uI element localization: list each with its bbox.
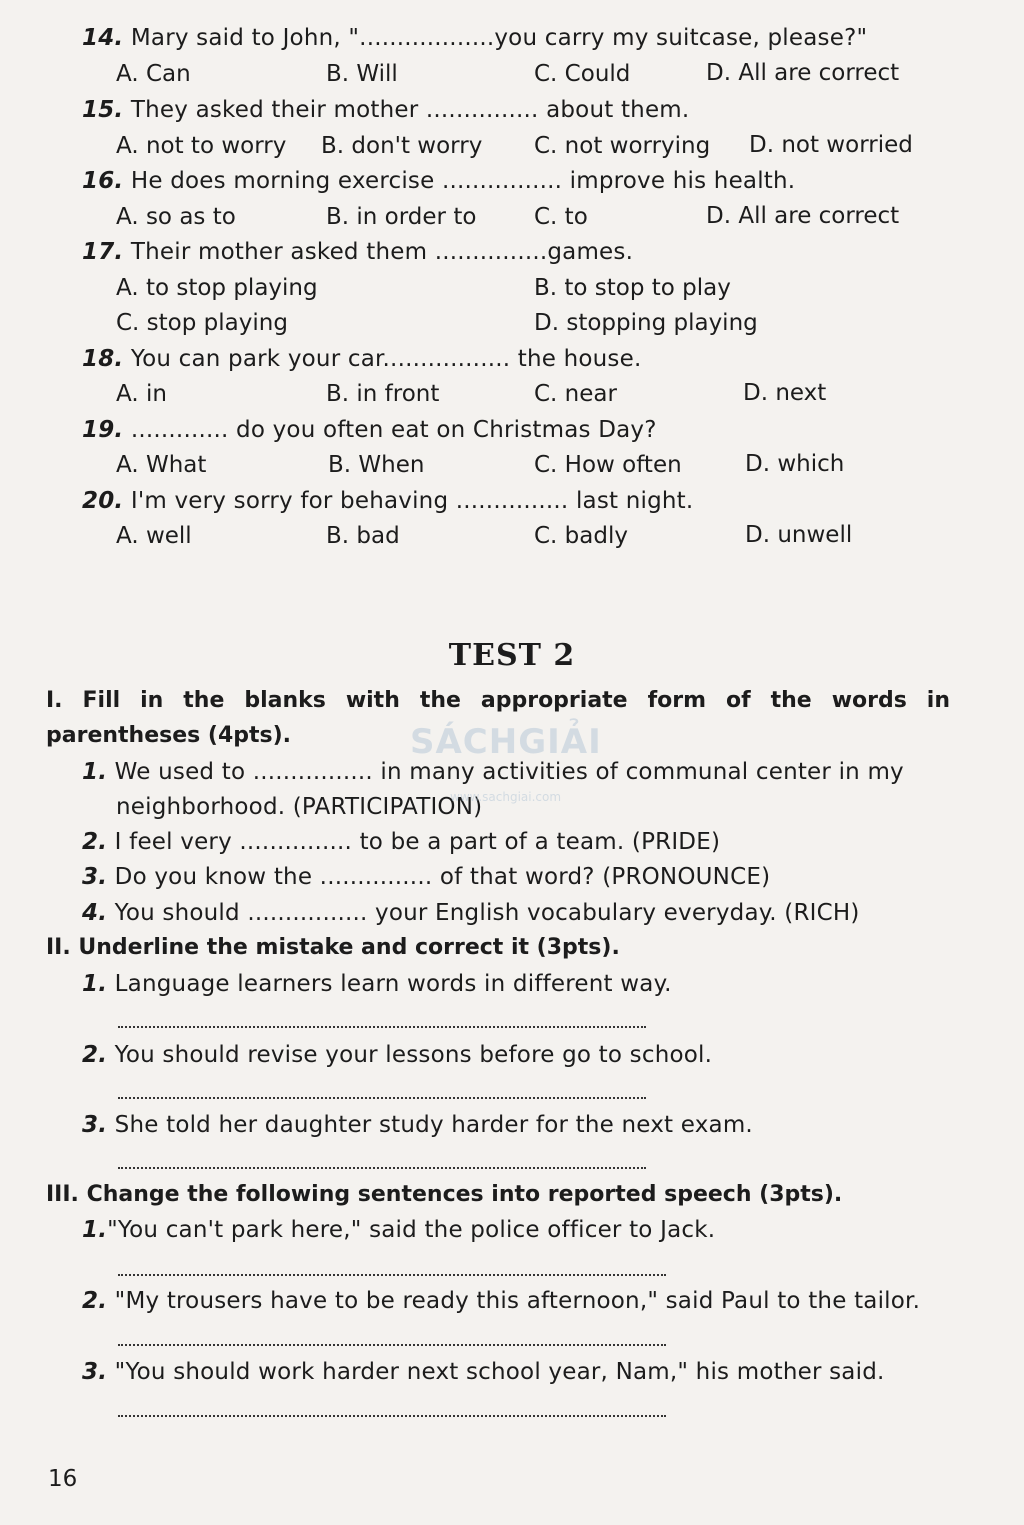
q19-option-b: B. When <box>328 452 425 478</box>
question-16: 16. He does morning exercise ................ improve his health. <box>82 168 796 194</box>
section-1-item-4: 4. You should ................ your English vocabulary everyday. (RICH) <box>82 900 860 926</box>
question-14: 14. Mary said to John, "..................you carry my suitcase, please?" <box>82 25 868 51</box>
answer-line <box>118 1272 666 1276</box>
q20-option-a: A. well <box>116 523 192 549</box>
q17-option-d: D. stopping playing <box>534 310 758 336</box>
q15-option-b: B. don't worry <box>321 133 483 159</box>
question-18: 18. You can park your car................. the house. <box>82 346 642 372</box>
test-title: TEST 2 <box>448 638 576 673</box>
q14-option-a: A. Can <box>116 61 191 87</box>
q18-option-a: A. in <box>116 381 167 407</box>
q16-option-d: D. All are correct <box>706 203 900 229</box>
q17-option-b: B. to stop to play <box>534 275 731 301</box>
q14-option-d: D. All are correct <box>706 60 900 86</box>
section-1-item-1-line2: neighborhood. (PARTICIPATION) <box>116 794 483 820</box>
section-2-item-1: 1. Language learners learn words in different way. <box>82 971 672 997</box>
answer-line <box>118 1413 666 1417</box>
section-3-item-1: 1."You can't park here," said the police officer to Jack. <box>82 1217 716 1243</box>
question-20: 20. I'm very sorry for behaving ............... last night. <box>82 488 694 514</box>
q17-option-a: A. to stop playing <box>116 275 318 301</box>
q14-option-b: B. Will <box>326 61 398 87</box>
answer-line <box>118 1095 646 1099</box>
q20-option-b: B. bad <box>326 523 400 549</box>
question-17: 17. Their mother asked them ...............games. <box>82 239 634 265</box>
q15-option-d: D. not worried <box>749 132 913 158</box>
q15-option-c: C. not worrying <box>534 133 711 159</box>
q19-option-c: C. How often <box>534 452 682 478</box>
q20-option-c: C. badly <box>534 523 628 549</box>
q18-option-b: B. in front <box>326 381 440 407</box>
section-1-item-3: 3. Do you know the ............... of that word? (PRONOUNCE) <box>82 864 771 890</box>
q16-option-c: C. to <box>534 204 588 230</box>
section-2-heading: II. Underline the mistake and correct it (3pts). <box>46 935 620 960</box>
q14-option-c: C. Could <box>534 61 631 87</box>
q19-option-d: D. which <box>745 451 845 477</box>
section-2-item-3: 3. She told her daughter study harder for the next exam. <box>82 1112 753 1138</box>
section-3-heading: III. Change the following sentences into reported speech (3pts). <box>46 1182 843 1207</box>
q19-option-a: A. What <box>116 452 207 478</box>
answer-line <box>118 1024 646 1028</box>
section-1-heading-line2: parentheses (4pts). <box>46 723 292 748</box>
answer-line <box>118 1342 666 1346</box>
watermark-logo: SÁCHGIẢI www.sachgiai.com <box>410 722 602 804</box>
q15-option-a: A. not to worry <box>116 133 287 159</box>
q16-option-a: A. so as to <box>116 204 236 230</box>
page-number: 16 <box>48 1466 78 1492</box>
q17-option-c: C. stop playing <box>116 310 288 336</box>
question-15: 15. They asked their mother ............... about them. <box>82 97 690 123</box>
section-1-heading: I. Fill in the blanks with the appropriate form of the words in <box>46 688 950 713</box>
section-1-item-1: 1. We used to ................ in many activities of communal center in my <box>82 759 904 785</box>
q16-option-b: B. in order to <box>326 204 477 230</box>
answer-line <box>118 1165 646 1169</box>
section-3-item-3: 3. "You should work harder next school year, Nam," his mother said. <box>82 1359 885 1385</box>
section-1-item-2: 2. I feel very ............... to be a part of a team. (PRIDE) <box>82 829 721 855</box>
q18-option-c: C. near <box>534 381 617 407</box>
section-3-item-2: 2. "My trousers have to be ready this afternoon," said Paul to the tailor. <box>82 1288 921 1314</box>
section-2-item-2: 2. You should revise your lessons before go to school. <box>82 1042 713 1068</box>
q18-option-d: D. next <box>743 380 827 406</box>
question-19: 19. ............. do you often eat on Christmas Day? <box>82 417 657 443</box>
q20-option-d: D. unwell <box>745 522 853 548</box>
